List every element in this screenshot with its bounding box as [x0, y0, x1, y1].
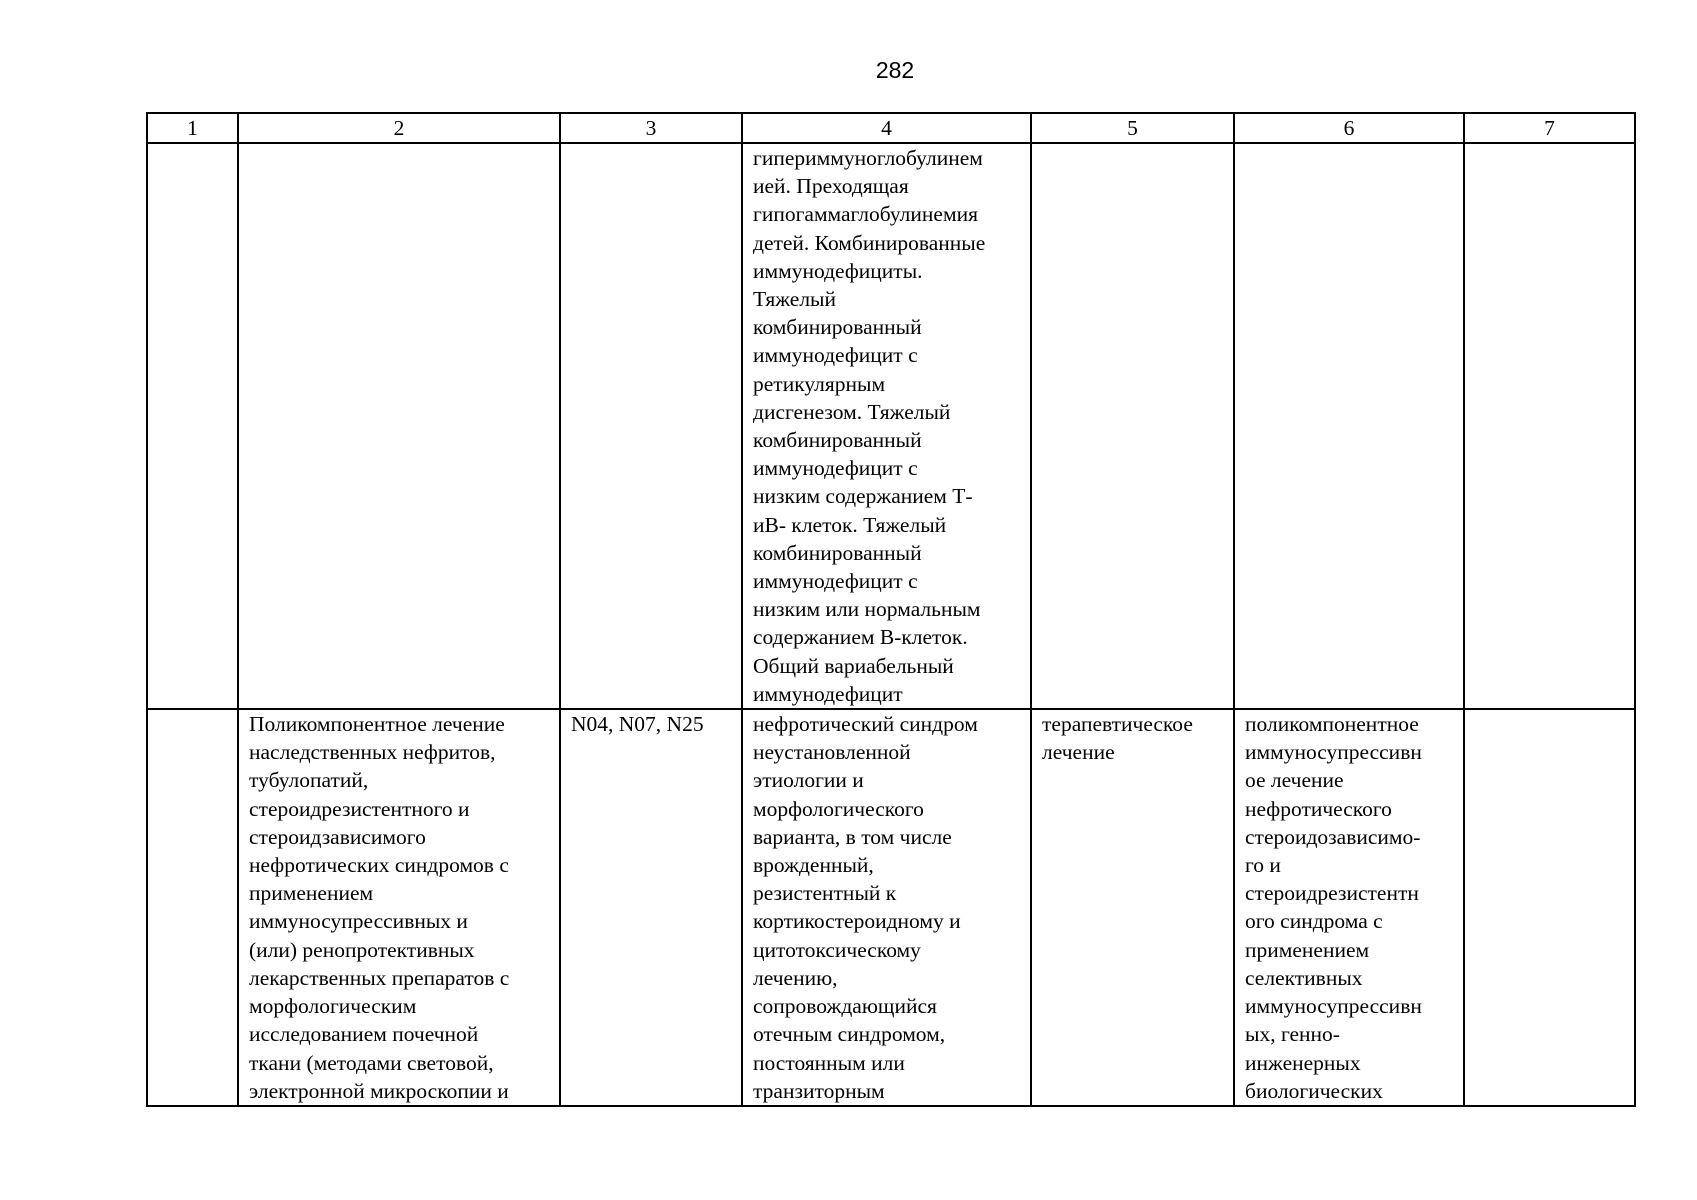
column-header-5: 5 [1031, 113, 1234, 143]
cell-row2-col1 [147, 709, 238, 1106]
cell-row1-col3 [560, 143, 742, 709]
column-header-3: 3 [560, 113, 742, 143]
column-header-6: 6 [1234, 113, 1464, 143]
header-row [147, 113, 1635, 143]
cell-row1-col4-diagnosis [742, 143, 1031, 709]
cell-row2-col5-treatment-type [1031, 709, 1234, 1106]
column-header-1: 1 [147, 113, 238, 143]
cell-row1-col1 [147, 143, 238, 709]
cell-row1-col6 [1234, 143, 1464, 709]
cell-text: поликомпонентное иммуносупрессивн ое лечение нефротического стероидозависимо- го и стероидрезистентн ого синдрома с применением селективных иммуносупрессивн ых, генно- инженерных биологических [1245, 712, 1422, 1103]
cell-row2-col4-diagnosis [742, 709, 1031, 1106]
cell-row1-col5 [1031, 143, 1234, 709]
cell-row1-col2 [238, 143, 560, 709]
cell-row2-col6-method [1234, 709, 1464, 1106]
cell-text: N04, N07, N25 [571, 712, 704, 737]
medical-care-table [146, 112, 1636, 1107]
cell-text: нефротический синдром неустановленной этиологии и морфологического варианта, в том числе врожденный, резистентный к кортикостероидному и цитотоксическому лечению, сопровождающийся отечным синдромом, постоянным или транзиторным [753, 712, 978, 1103]
page-number: 282 [875, 57, 915, 83]
column-header-2: 2 [238, 113, 560, 143]
cell-text: гипериммуноглобулинем ией. Преходящая гипогаммаглобулинемия детей. Комбинированные иммунодефициты. Тяжелый комбинированный иммунодефицит с ретикулярным дисгенезом. Тяжелый комбинированный иммунодефицит с низким содержанием Т- иВ- клеток. Тяжелый комбинированный иммунодефицит с низким или нормальным содержанием В-клеток. Общий вариабельный иммунодефицит [753, 146, 986, 706]
column-header-7: 7 [1464, 113, 1635, 143]
table-row [147, 143, 1635, 709]
cell-row2-col2-treatment-name [238, 709, 560, 1106]
cell-text: Поликомпонентное лечение наследственных нефритов, тубулопатий, стероидрезистентного и стероидзависимого нефротических синдромов с применением иммуносупрессивных и (или) ренопротективных лекарственных препаратов с морфологическим исследованием почечной ткани (методами световой, электронной микроскопии и [249, 712, 510, 1103]
cell-row1-col7 [1464, 143, 1635, 709]
cell-row2-col7 [1464, 709, 1635, 1106]
cell-text: терапевтическое лечение [1042, 712, 1193, 765]
table-row [147, 709, 1635, 1106]
cell-row2-col3-icd-codes [560, 709, 742, 1106]
column-header-4: 4 [742, 113, 1031, 143]
